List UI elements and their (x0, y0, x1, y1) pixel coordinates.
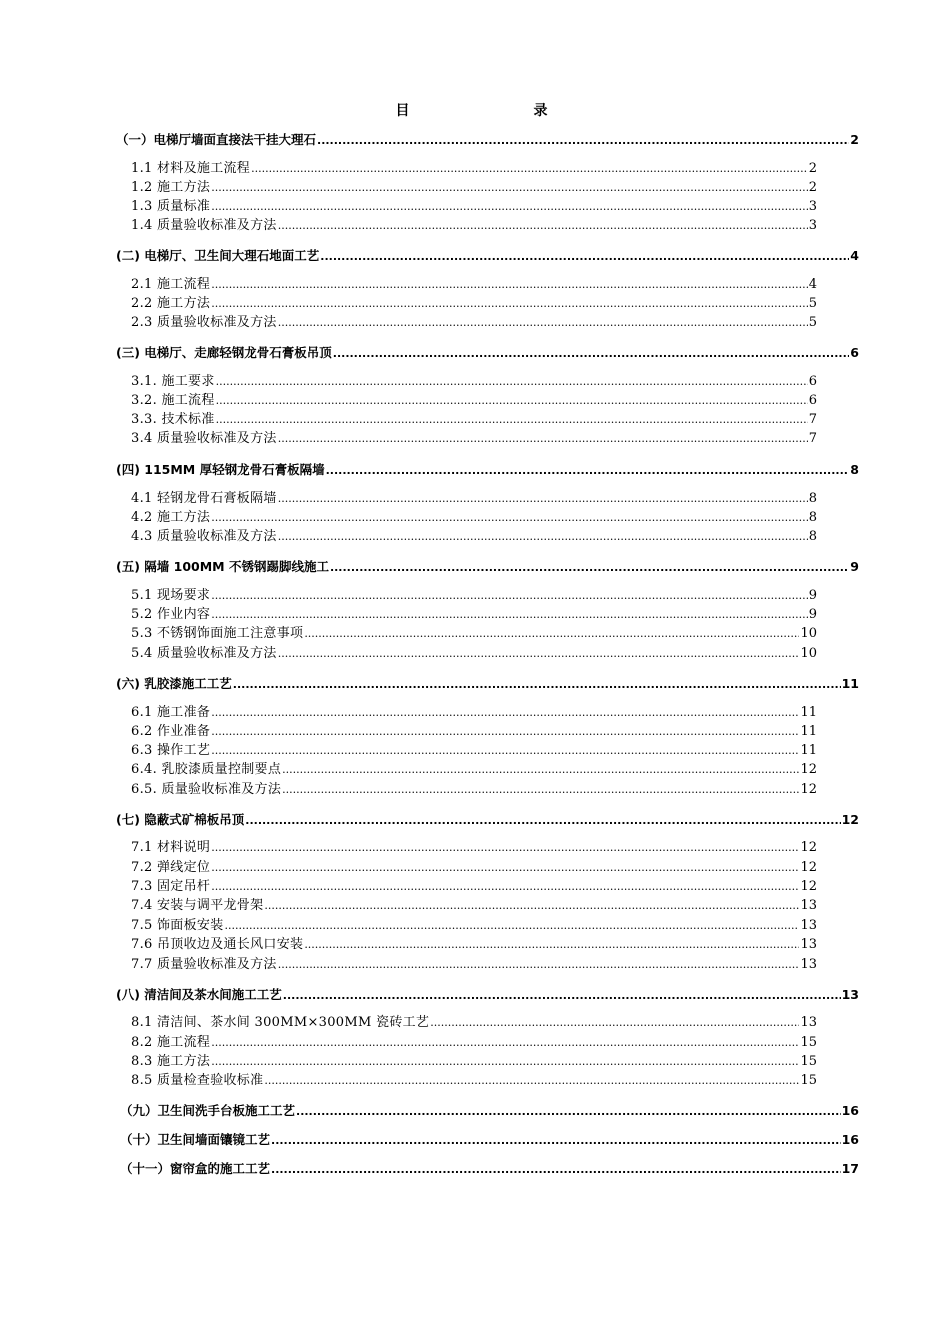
toc-section-entry[interactable] (131, 1071, 817, 1090)
toc-entry-text: (八) 清洁间及茶水间施工工艺 (116, 987, 282, 1002)
toc-section-entry[interactable] (131, 429, 817, 448)
toc-page-number: 10 (800, 646, 817, 661)
toc-dot-leader (211, 1033, 799, 1052)
toc-page-number: 2 (808, 161, 817, 176)
toc-dot-leader (211, 703, 799, 722)
toc-entry-text: 3.1. 施工要求 (131, 374, 215, 389)
toc-section-entry[interactable] (131, 838, 817, 857)
toc-dot-leader (278, 429, 808, 448)
toc-page-number: 12 (800, 860, 817, 875)
toc-chapter-entry[interactable] (116, 343, 859, 362)
toc-section-entry[interactable] (131, 216, 817, 235)
toc-entry-text: 7.3 固定吊杆 (131, 879, 211, 894)
toc-section-entry[interactable] (131, 1033, 817, 1052)
toc-chapter-entry[interactable] (116, 460, 859, 479)
toc-dot-leader (282, 760, 799, 779)
toc-entry-text: (五) 隔墙 100MM 不锈钢踢脚线施工 (116, 559, 329, 574)
toc-entry-text: 7.1 材料说明 (131, 840, 211, 855)
toc-dot-leader (320, 247, 849, 266)
toc-section-entry[interactable] (131, 489, 817, 508)
toc-page-number: 11 (800, 743, 817, 758)
toc-page-number: 6 (808, 374, 817, 389)
toc-entry-text: 7.7 质量验收标准及方法 (131, 957, 277, 972)
toc-dot-leader (216, 372, 808, 391)
toc-title: 目 录 (395, 103, 580, 119)
toc-entry-text: 6.2 作业准备 (131, 724, 211, 739)
toc-page-number: 12 (800, 840, 817, 855)
toc-entry-text: 4.2 施工方法 (131, 510, 211, 525)
toc-section-entry[interactable] (131, 1052, 817, 1071)
toc-page-number: 13 (800, 937, 817, 952)
toc-section-entry[interactable] (131, 527, 817, 546)
toc-page-number: 15 (800, 1035, 817, 1050)
toc-section-entry[interactable] (131, 410, 817, 429)
toc-page-number: 16 (841, 1132, 859, 1147)
toc-section-entry[interactable] (131, 624, 817, 643)
toc-page-number: 4 (850, 248, 859, 263)
toc-chapter-entry[interactable] (116, 985, 859, 1004)
toc-section-entry[interactable] (131, 703, 817, 722)
toc-entry-text: 1.1 材料及施工流程 (131, 161, 251, 176)
toc-page-number: 8 (850, 462, 859, 477)
toc-dot-leader (211, 178, 808, 197)
toc-dot-leader (251, 159, 808, 178)
toc-entry-text: 8.2 施工流程 (131, 1035, 211, 1050)
toc-page-number: 12 (800, 879, 817, 894)
toc-page-number: 8 (808, 491, 817, 506)
toc-section-entry[interactable] (131, 159, 817, 178)
toc-page-number: 15 (800, 1054, 817, 1069)
toc-page-number: 17 (841, 1161, 859, 1176)
toc-section-entry[interactable] (131, 178, 817, 197)
toc-section-entry[interactable] (131, 1013, 817, 1032)
toc-page-number: 8 (808, 510, 817, 525)
toc-dot-leader (278, 527, 808, 546)
toc-dot-leader (211, 197, 808, 216)
toc-entry-text: 4.1 轻钢龙骨石膏板隔墙 (131, 491, 277, 506)
toc-section-entry[interactable] (131, 586, 817, 605)
toc-dot-leader (211, 294, 808, 313)
toc-page-number: 11 (800, 705, 817, 720)
toc-entry-text: 7.4 安装与调平龙骨架 (131, 898, 264, 913)
toc-entry-text: 7.6 吊顶收边及通长风口安装 (131, 937, 304, 952)
toc-section-entry[interactable] (131, 605, 817, 624)
toc-entry-text: 7.2 弹线定位 (131, 860, 211, 875)
toc-page-number: 5 (808, 296, 817, 311)
toc-dot-leader (278, 313, 808, 332)
toc-dot-leader (211, 508, 808, 527)
toc-page-number: 11 (841, 676, 859, 691)
toc-page-number: 13 (800, 1015, 817, 1030)
toc-section-entry[interactable] (131, 197, 817, 216)
toc-entry-text: 4.3 质量验收标准及方法 (131, 529, 277, 544)
toc-page-number: 4 (808, 277, 817, 292)
toc-entry-text: (七) 隐蔽式矿棉板吊顶 (116, 812, 245, 827)
toc-section-entry[interactable] (131, 955, 817, 974)
toc-chapter-entry[interactable] (120, 1101, 859, 1120)
toc-section-entry[interactable] (131, 780, 817, 799)
toc-entry-text: 8.5 质量检查验收标准 (131, 1073, 264, 1088)
toc-dot-leader (278, 955, 800, 974)
toc-dot-leader (211, 605, 808, 624)
toc-entry-text: 3.3. 技术标准 (131, 412, 215, 427)
toc-dot-leader (271, 1160, 841, 1179)
toc-page-number: 7 (808, 431, 817, 446)
toc-section-entry[interactable] (131, 896, 817, 915)
toc-page-number: 15 (800, 1073, 817, 1088)
toc-dot-leader (211, 877, 799, 896)
toc-entry-text: (六) 乳胶漆施工工艺 (116, 676, 232, 691)
toc-dot-leader (271, 1131, 841, 1150)
toc-entry-text: 2.2 施工方法 (131, 296, 211, 311)
toc-dot-leader (430, 1013, 799, 1032)
toc-dot-leader (211, 741, 799, 760)
toc-dot-leader (278, 216, 808, 235)
toc-page-number: 8 (808, 529, 817, 544)
toc-dot-leader (225, 916, 800, 935)
toc-entry-text: 5.4 质量验收标准及方法 (131, 646, 277, 661)
toc-dot-leader (304, 624, 799, 643)
toc-page-number: 12 (800, 762, 817, 777)
toc-section-entry[interactable] (131, 372, 817, 391)
toc-entry-text: 3.2. 施工流程 (131, 393, 215, 408)
toc-section-entry[interactable] (131, 916, 817, 935)
toc-page-number: 12 (841, 812, 859, 827)
toc-dot-leader (211, 586, 808, 605)
toc-entry-text: 6.4. 乳胶漆质量控制要点 (131, 762, 282, 777)
toc-entry-text: 3.4 质量验收标准及方法 (131, 431, 277, 446)
toc-entry-text: 8.1 清洁间、茶水间 300MM×300MM 瓷砖工艺 (131, 1015, 430, 1030)
toc-page-number: 11 (800, 724, 817, 739)
toc-entry-text: 5.2 作业内容 (131, 607, 211, 622)
toc-chapter-entry[interactable] (120, 1159, 859, 1178)
toc-section-entry[interactable] (131, 760, 817, 779)
toc-entry-text: （九）卫生间洗手台板施工工艺 (120, 1103, 296, 1118)
toc-section-entry[interactable] (131, 275, 817, 294)
toc-page-number: 13 (841, 987, 859, 1002)
toc-page-number: 2 (808, 180, 817, 195)
toc-chapter-entry[interactable] (116, 557, 859, 576)
toc-page-number: 5 (808, 315, 817, 330)
toc-entry-text: 1.2 施工方法 (131, 180, 211, 195)
toc-entry-text: (四) 115MM 厚轻钢龙骨石膏板隔墙 (116, 462, 325, 477)
toc-entry-text: （十）卫生间墙面镶镜工艺 (120, 1132, 271, 1147)
toc-section-entry[interactable] (131, 877, 817, 896)
toc-entry-text: 8.3 施工方法 (131, 1054, 211, 1069)
toc-entry-text: (二) 电梯厅、卫生间大理石地面工艺 (116, 248, 320, 263)
toc-dot-leader (304, 935, 799, 954)
toc-chapter-entry[interactable] (116, 674, 859, 693)
toc-entry-text: 6.5. 质量验收标准及方法 (131, 782, 282, 797)
toc-dot-leader (233, 675, 841, 694)
toc-dot-leader (211, 838, 799, 857)
toc-dot-leader (278, 644, 800, 663)
toc-section-entry[interactable] (131, 508, 817, 527)
toc-dot-leader (278, 489, 808, 508)
toc-chapter-entry[interactable] (116, 246, 859, 265)
toc-chapter-entry[interactable] (116, 130, 859, 149)
toc-dot-leader (264, 896, 799, 915)
toc-dot-leader (211, 275, 808, 294)
toc-entry-text: 7.5 饰面板安装 (131, 918, 224, 933)
toc-entry-text: 2.1 施工流程 (131, 277, 211, 292)
toc-dot-leader (211, 722, 799, 741)
toc-section-entry[interactable] (131, 644, 817, 663)
toc-page-number: 13 (800, 918, 817, 933)
toc-entry-text: 5.3 不锈钢饰面施工注意事项 (131, 626, 304, 641)
toc-entry-text: 6.3 操作工艺 (131, 743, 211, 758)
toc-page-number: 2 (850, 132, 859, 147)
toc-dot-leader (216, 391, 808, 410)
toc-section-entry[interactable] (131, 935, 817, 954)
toc-dot-leader (326, 461, 850, 480)
toc-dot-leader (317, 131, 849, 150)
toc-entry-text: 2.3 质量验收标准及方法 (131, 315, 277, 330)
toc-page-number: 7 (808, 412, 817, 427)
toc-section-entry[interactable] (131, 313, 817, 332)
toc-page-number: 9 (808, 588, 817, 603)
toc-dot-leader (211, 1052, 799, 1071)
toc-entry-text: （十一）窗帘盒的施工工艺 (120, 1161, 271, 1176)
toc-section-entry[interactable] (131, 722, 817, 741)
toc-section-entry[interactable] (131, 391, 817, 410)
toc-entry-text: 1.4 质量验收标准及方法 (131, 218, 277, 233)
toc-page-number: 13 (800, 957, 817, 972)
toc-dot-leader (282, 780, 799, 799)
toc-entry-text: 1.3 质量标准 (131, 199, 211, 214)
toc-dot-leader (330, 558, 849, 577)
toc-chapter-entry[interactable] (120, 1130, 859, 1149)
toc-section-entry[interactable] (131, 858, 817, 877)
toc-section-entry[interactable] (131, 294, 817, 313)
toc-page-number: 10 (800, 626, 817, 641)
toc-page-number: 3 (808, 199, 817, 214)
toc-dot-leader (283, 986, 841, 1005)
toc-entry-text: 6.1 施工准备 (131, 705, 211, 720)
toc-dot-leader (245, 811, 840, 830)
toc-entry-text: (三) 电梯厅、走廊轻钢龙骨石膏板吊顶 (116, 345, 332, 360)
toc-page-number: 12 (800, 782, 817, 797)
toc-dot-leader (216, 410, 808, 429)
toc-page-number: 3 (808, 218, 817, 233)
toc-dot-leader (264, 1071, 799, 1090)
toc-dot-leader (211, 858, 799, 877)
toc-page-number: 6 (808, 393, 817, 408)
toc-page-number: 9 (808, 607, 817, 622)
toc-entry-text: 5.1 现场要求 (131, 588, 211, 603)
toc-section-entry[interactable] (131, 741, 817, 760)
toc-entry-text: （一）电梯厅墙面直接法干挂大理石 (116, 132, 317, 147)
toc-chapter-entry[interactable] (116, 810, 859, 829)
toc-page-number: 9 (850, 559, 859, 574)
toc-page-number: 13 (800, 898, 817, 913)
toc-page-number: 16 (841, 1103, 859, 1118)
toc-dot-leader (296, 1102, 841, 1121)
toc-dot-leader (333, 344, 850, 363)
toc-page-number: 6 (850, 345, 859, 360)
